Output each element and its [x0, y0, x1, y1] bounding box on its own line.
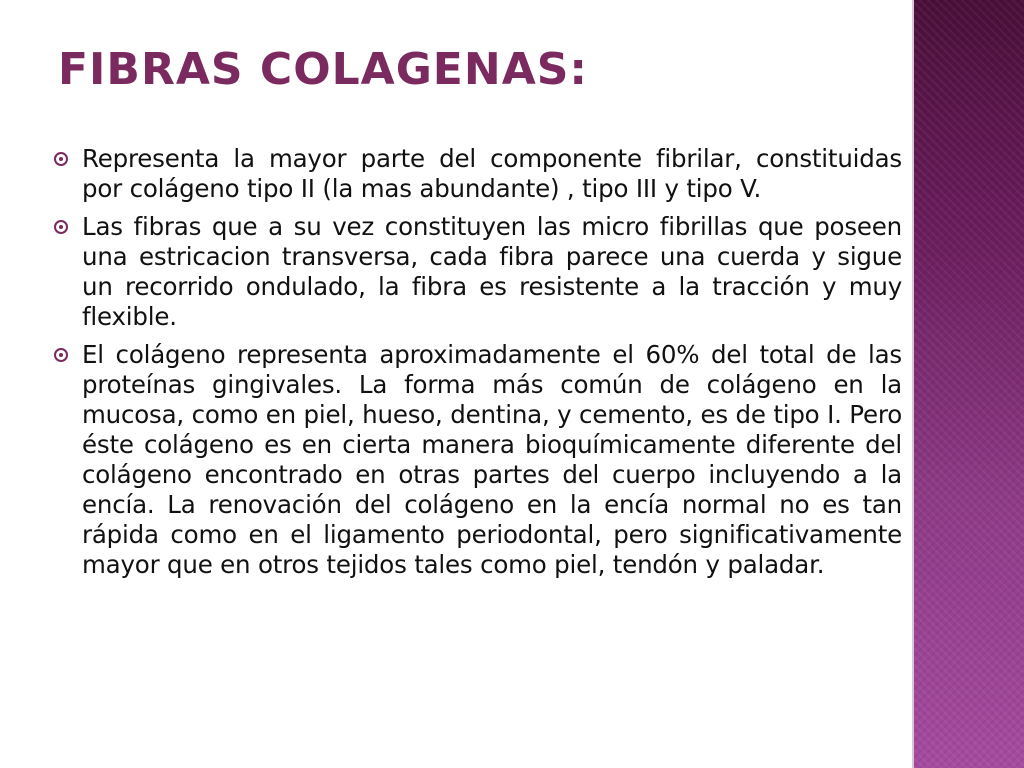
circle-dot-icon — [54, 220, 68, 234]
bullet-text: El colágeno representa aproximadamente el 60% del total de las proteínas gingivales. La forma más común de colágeno en la mucosa, como en piel, hueso, dentina, y cemento, es de tipo I. Pero éste colágeno es en cierta manera bioquímicamente diferente del colágeno encontrado en otras partes del cuerpo incluyendo a la encía. La renovación del colágeno en la encía normal no es tan rápida como en el ligamento periodontal, pero significativamente mayor que en otros tejidos tales como piel, tendón y paladar. — [82, 340, 902, 579]
side-panel-border — [904, 0, 912, 768]
decorative-side-panel — [912, 0, 1024, 768]
circle-dot-icon — [54, 152, 68, 166]
bullet-item — [50, 144, 902, 204]
bullet-item — [50, 212, 902, 332]
circle-dot-icon — [54, 348, 68, 362]
bullet-text: Representa la mayor parte del componente fibrilar, constituidas por colágeno tipo II (la mas abundante) , tipo III y tipo V. — [82, 144, 902, 203]
bullet-list — [50, 144, 902, 588]
slide-title: FIBRAS COLAGENAS: — [58, 44, 589, 95]
bullet-item — [50, 340, 902, 580]
bullet-text: Las fibras que a su vez constituyen las micro fibrillas que poseen una estricacion transversa, cada fibra parece una cuerda y sigue un recorrido ondulado, la fibra es resistente a la tracción y muy flexible. — [82, 212, 902, 331]
